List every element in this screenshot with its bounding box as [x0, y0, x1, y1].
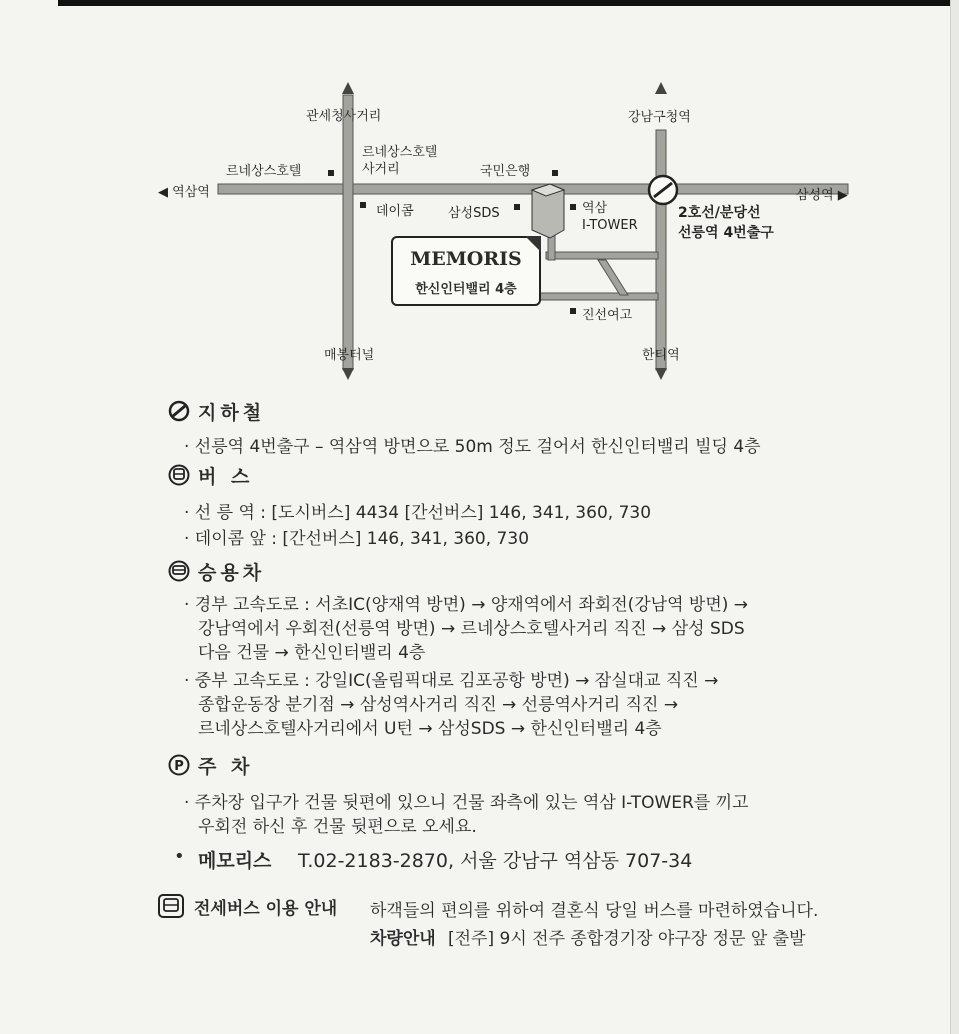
label-yeoksam-itower: 역삼 I-TOWER	[582, 201, 638, 233]
parking-title: 주 차	[198, 756, 254, 778]
charter-line-2-text: [전주] 9시 전주 종합경기장 야구장 정문 앞 출발	[448, 929, 806, 949]
landmark-marker	[514, 204, 520, 210]
contact-name: 메모리스	[198, 850, 272, 872]
arrow-down-right	[655, 368, 667, 380]
memoris-floor: 한신인터밸리 4층	[415, 282, 517, 297]
road-right-vertical	[656, 130, 666, 370]
subway-title: 지하철	[198, 402, 266, 424]
car-line-6: 르네상스호텔사거리에서 U턴 → 삼성SDS → 한신인터밸리 4층	[198, 719, 662, 739]
car-line-3: 다음 건물 → 한신인터밸리 4층	[198, 643, 426, 663]
label-samsung-sds: 삼성SDS	[448, 206, 500, 221]
memoris-name: MEMORIS	[410, 248, 522, 270]
subway-icon	[168, 400, 190, 422]
contact-bullet: •	[174, 846, 185, 867]
road-diagonal	[598, 260, 628, 295]
bus-icon	[168, 464, 190, 486]
arrow-down-left	[342, 368, 354, 380]
landmark-marker	[570, 308, 576, 314]
top-border	[58, 0, 959, 6]
label-daechom: 데이콤	[376, 204, 414, 219]
bus-line-2: · 데이콤 앞 : [간선버스] 146, 341, 360, 730	[184, 529, 530, 549]
label-yeoksam-left: ◀ 역삼역	[158, 185, 210, 200]
label-kookmin: 국민은행	[480, 164, 531, 179]
road-small-1	[546, 252, 658, 259]
parking-line-1: · 주차장 입구가 건물 뒷편에 있으니 건물 좌측에 있는 역삼 I-TOWER를 끼고	[184, 793, 749, 813]
location-map	[150, 80, 870, 380]
arrow-up-right	[655, 82, 667, 94]
car-line-2: 강남역에서 우회전(선릉역 방면) → 르네상스호텔사거리 직진 → 삼성 SDS	[198, 619, 745, 639]
charter-line-2-label: 차량안내	[370, 929, 436, 949]
charter-title: 전세버스 이용 안내	[194, 899, 338, 919]
arrow-up-left	[342, 82, 354, 94]
label-hanti: 한티역	[642, 348, 680, 363]
road-left-vertical	[343, 95, 353, 370]
subway-line: · 선릉역 4번출구 – 역삼역 방면으로 50m 정도 걸어서 한신인터밸리 빌딩 4층	[184, 437, 761, 457]
car-title: 승용차	[198, 562, 266, 584]
label-maebong: 매봉터널	[324, 348, 375, 363]
car-icon	[168, 560, 190, 582]
label-samseong-right: 삼성역 ▶	[796, 188, 848, 203]
car-line-1: · 경부 고속도로 : 서초IC(양재역 방면) → 양재역에서 좌회전(강남역 방면) →	[184, 595, 749, 615]
landmark-marker	[328, 170, 334, 176]
car-line-4: · 중부 고속도로 : 강일IC(올림픽대로 김포공항 방면) → 잠실대교 직진 →	[184, 671, 719, 691]
label-gangnamgu: 강남구청역	[628, 110, 691, 125]
memoris-callout	[391, 236, 541, 306]
page-edge	[950, 0, 959, 1034]
bus-line-1: · 선 릉 역 : [도시버스] 4434 [간선버스] 146, 341, 360, 730	[184, 503, 652, 523]
parking-icon	[168, 754, 190, 776]
label-renaissance-cross: 르네상스호텔 사거리	[362, 145, 438, 177]
landmark-marker	[360, 202, 366, 208]
bus-title: 버 스	[198, 466, 254, 488]
label-renaissance-hotel: 르네상스호텔	[226, 164, 302, 179]
contact-text: T.02-2183-2870, 서울 강남구 역삼동 707-34	[298, 850, 693, 872]
svg-text:P: P	[174, 759, 184, 774]
label-seolleung-exit: 선릉역 4번출구	[678, 225, 774, 241]
parking-line-2: 우회전 하신 후 건물 뒷편으로 오세요.	[198, 817, 477, 837]
corner-fold-icon	[525, 236, 541, 252]
road-small-2	[538, 293, 658, 300]
car-line-5: 종합운동장 분기점 → 삼성역사거리 직진 → 선릉역사거리 직진 →	[198, 695, 679, 715]
label-line2: 2호선/분당선	[678, 205, 761, 221]
label-jinseon: 진선여고	[582, 308, 633, 323]
label-gwanse: 관세청사거리	[306, 109, 382, 124]
charter-bus-icon	[158, 894, 184, 918]
charter-line-1: 하객들의 편의를 위하여 결혼식 당일 버스를 마련하였습니다.	[370, 901, 819, 921]
landmark-marker	[552, 170, 558, 176]
landmark-marker	[570, 204, 576, 210]
